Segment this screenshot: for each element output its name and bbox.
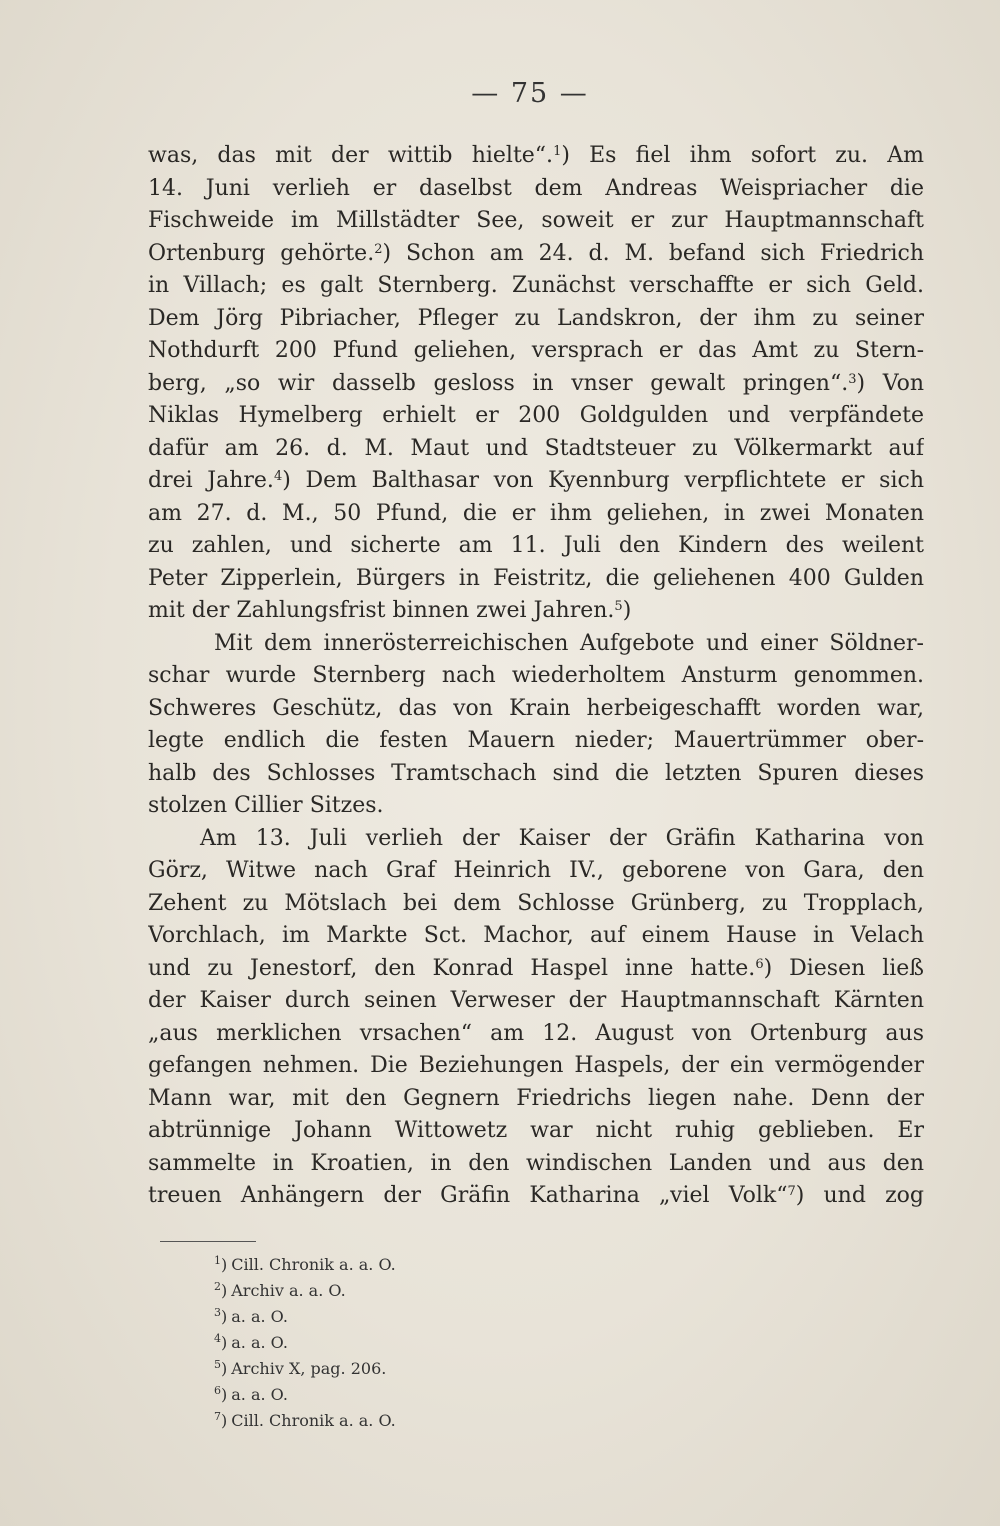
paragraph-start-line: Mit dem innerösterreichischen Aufgebote und einer Söldner- [214, 630, 924, 656]
text-line: stolzen Cillier Sitzes. [148, 793, 384, 818]
text-line: „aus merklichen vrsachen“ am 12. August von Ortenburg aus [148, 1020, 924, 1046]
text-line: abtrünnige Johann Wittowetz war nicht ruhig geblieben. Er [148, 1118, 924, 1143]
text-line: 14. Juni verlieh er daselbst dem Andreas Weispriacher die [148, 175, 924, 201]
footnote: $^3$) a. a. O. [214, 1306, 288, 1326]
text-line: treuen Anhängern der Gräfin Katharina „viel Volk“$^7$) und zog [148, 1183, 924, 1208]
text-line: Dem Jörg Pibriacher, Pfleger zu Landskron, der ihm zu seiner [148, 305, 924, 331]
text-line: Vorchlach, im Markte Sct. Machor, auf einem Hause in Velach [148, 923, 924, 948]
text-line: schar wurde Sternberg nach wiederholtem Ansturm genommen. [148, 663, 924, 688]
page-number: — 75 — [471, 78, 589, 109]
text-line: Niklas Hymelberg erhielt er 200 Goldgulden und verpfändete [148, 403, 924, 428]
footnote: $^5$) Archiv X, pag. 206. [214, 1358, 387, 1378]
text-line: Nothdurft 200 Pfund geliehen, versprach er das Amt zu Stern- [148, 338, 924, 363]
text-line: berg, „so wir dasselb gesloss in vnser gewalt pringen“.$^3$) Von [148, 370, 924, 396]
text-line: der Kaiser durch seinen Verweser der Hauptmannschaft Kärnten [148, 988, 924, 1013]
body-text [148, 140, 924, 1213]
text-line: Zehent zu Mötslach bei dem Schlosse Grünberg, zu Tropplach, [148, 890, 924, 916]
footnote: $^7$) Cill. Chronik a. a. O. [214, 1410, 396, 1430]
text-line: und zu Jenestorf, den Konrad Haspel inne hatte.$^6$) Diesen ließ [148, 955, 924, 981]
text-line: sammelte in Kroatien, in den windischen Landen und aus den [148, 1150, 924, 1176]
text-line: mit der Zahlungsfrist binnen zwei Jahren.$^5$) [148, 598, 632, 623]
text-line: dafür am 26. d. M. Maut und Stadtsteuer zu Völkermarkt auf [148, 435, 924, 461]
footnote: $^4$) a. a. O. [214, 1332, 288, 1352]
text-line: Görz, Witwe nach Graf Heinrich IV., geborene von Gara, den [148, 858, 924, 883]
text-line: legte endlich die festen Mauern nieder; Mauertrümmer ober- [148, 728, 924, 753]
text-line: Ortenburg gehörte.$^2$) Schon am 24. d. M. befand sich Friedrich [148, 240, 924, 266]
text-line: Schweres Geschütz, das von Krain herbeigeschafft worden war, [148, 695, 924, 721]
text-line: was, das mit der wittib hielte“.$^1$) Es fiel ihm sofort zu. Am [148, 143, 924, 168]
footnote: $^1$) Cill. Chronik a. a. O. [214, 1254, 396, 1274]
text-line: Peter Zipperlein, Bürgers in Feistritz, die geliehenen 400 Gulden [148, 565, 924, 591]
text-line: Mann war, mit den Gegnern Friedrichs liegen nahe. Denn der [148, 1085, 924, 1111]
text-line: halb des Schlosses Tramtschach sind die letzten Spuren dieses [148, 760, 924, 786]
footnote-divider [160, 1241, 256, 1242]
paragraph-start-line: Am 13. Juli verlieh der Kaiser der Gräfin Katharina von [200, 825, 924, 851]
text-line: drei Jahre.$^4$) Dem Balthasar von Kyennburg verpflichtete er sich [148, 468, 924, 493]
text-line: in Villach; es galt Sternberg. Zunächst verschaffte er sich Geld. [148, 273, 924, 298]
text-line: Fischweide im Millstädter See, soweit er zur Hauptmannschaft [148, 208, 924, 233]
footnote: $^6$) a. a. O. [214, 1384, 288, 1404]
footnote: $^2$) Archiv a. a. O. [214, 1280, 346, 1300]
text-line: gefangen nehmen. Die Beziehungen Haspels, der ein vermögender [148, 1053, 924, 1078]
text-line: zu zahlen, und sicherte am 11. Juli den Kindern des weilent [148, 533, 924, 558]
footnotes [214, 1252, 614, 1434]
text-line: am 27. d. M., 50 Pfund, die er ihm geliehen, in zwei Monaten [148, 500, 924, 526]
